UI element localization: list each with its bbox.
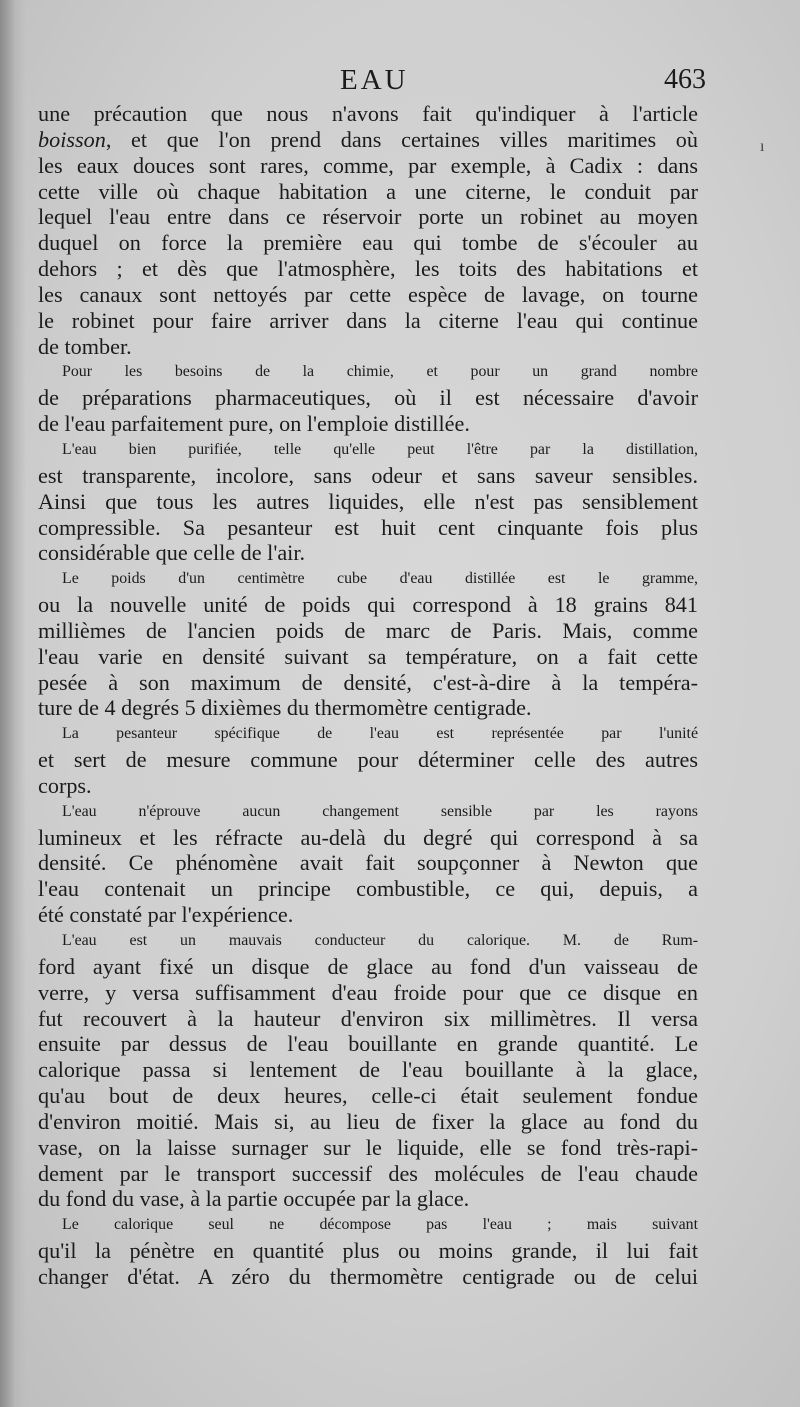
text-line: ture de 4 degrés 5 dixièmes du thermomètre centigrade. [38,695,532,721]
text-line: l'eau varie en densité suivant sa température, on a fait cette [38,643,698,669]
text-line: duquel on force la première eau qui tombe de s'écouler au [38,230,698,256]
text-line: ford ayant fixé un disque de glace au fond d'un vaisseau de [38,953,698,979]
text-line: Le calorique seul ne décompose pas l'eau ; mais suivant [62,1216,698,1234]
text-line: densité. Ce phénomène avait fait soupçonner à Newton que [38,850,698,876]
italic-word: boisson [38,126,106,152]
text-line: dehors ; et dès que l'atmosphère, les toits des habitations et [38,256,698,282]
line-text: , et que l'on prend dans certaines villes maritimes où [105,126,698,152]
text-line: ensuite par dessus de l'eau bouillante en grande quantité. Le [38,1031,698,1057]
text-line: lumineux et les réfracte au-delà du degré qui correspond à sa [38,824,698,850]
text-line: L'eau est un mauvais conducteur du calorique. M. de Rum- [62,932,698,949]
gutter-shadow [0,0,26,1407]
text-line: pesée à son maximum de densité, c'est-à-dire à la tempéra- [38,669,698,695]
text-line: de préparations pharmaceutiques, où il est nécessaire d'avoir [38,385,698,411]
text-line: corps. [38,772,92,798]
text-line: dement par le transport successif des molécules de l'eau chaude [38,1160,698,1186]
text-line: Le poids d'un centimètre cube d'eau distillée est le gramme, [62,570,698,588]
text-line: été constaté par l'expérience. [38,902,294,928]
body-text [38,101,698,1290]
text-line: considérable que celle de l'air. [38,540,306,566]
text-line: calorique passa si lentement de l'eau bouillante à la glace, [38,1057,698,1083]
running-head-title: EAU [340,64,409,96]
text-line: est transparente, incolore, sans odeur et sans saveur sensibles. [38,462,698,488]
text-line: millièmes de l'ancien poids de marc de Paris. Mais, comme [38,617,698,643]
text-line: de l'eau parfaitement pure, on l'emploie distillée. [38,411,470,437]
text-line: de tomber. [38,333,132,359]
running-head [38,60,706,100]
text-line: l'eau contenait un principe combustible, ce qui, depuis, a [38,876,698,902]
text-line: lequel l'eau entre dans ce réservoir porte un robinet au moyen [38,204,698,230]
text-line: Ainsi que tous les autres liquides, elle n'est pas sensiblement [38,488,698,514]
page-number: 463 [664,64,706,95]
text-line: vase, on la laisse surnager sur le liquide, elle se fond très-rapi- [38,1134,698,1160]
text-line: du fond du vase, à la partie occupée par la glace. [38,1186,470,1212]
text-line: L'eau bien purifiée, telle qu'elle peut l'être par la distillation, [62,440,698,458]
margin-mark: ı [760,138,765,155]
text-line: et sert de mesure commune pour déterminer celle des autres [38,747,698,773]
text-line: La pesanteur spécifique de l'eau est représentée par l'unité [62,725,698,743]
text-line: qu'au bout de deux heures, celle-ci était seulement fondue [38,1083,698,1109]
text-line: ou la nouvelle unité de poids qui correspond à 18 grains 841 [38,592,698,618]
text-line: les canaux sont nettoyés par cette espèce de lavage, on tourne [38,281,698,307]
text-line: qu'il la pénètre en quantité plus ou moins grande, il lui fait [38,1238,698,1264]
text-line: L'eau n'éprouve aucun changement sensible par les rayons [62,802,698,820]
text-line: les eaux douces sont rares, comme, par exemple, à Cadix : dans [38,152,698,178]
text-line: Pour les besoins de la chimie, et pour un grand nombre [62,363,698,381]
text-line [38,127,698,153]
text-line: le robinet pour faire arriver dans la citerne l'eau qui continue [38,307,698,333]
text-line: cette ville où chaque habitation a une citerne, le conduit par [38,178,698,204]
text-line: d'environ moitié. Mais si, au lieu de fixer la glace au fond du [38,1108,698,1134]
text-line: fut recouvert à la hauteur d'environ six millimètres. Il versa [38,1005,698,1031]
text-line: changer d'état. A zéro du thermomètre centigrade ou de celui [38,1263,698,1289]
text-line: verre, y versa suffisamment d'eau froide pour que ce disque en [38,979,698,1005]
text-line: une précaution que nous n'avons fait qu'indiquer à l'article [38,101,698,126]
text-line: compressible. Sa pesanteur est huit cent cinquante fois plus [38,514,698,540]
